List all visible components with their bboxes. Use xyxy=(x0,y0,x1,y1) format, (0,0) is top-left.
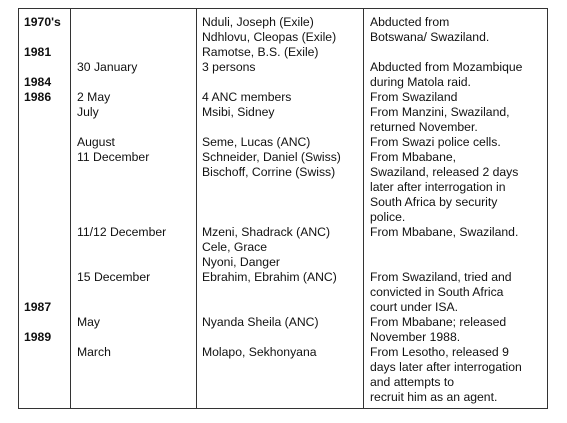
name-cell: 4 ANC members xyxy=(202,90,292,104)
name-cell: Seme, Lucas (ANC) xyxy=(202,135,311,149)
date-column xyxy=(71,9,196,408)
name-cell: Ramotse, B.S. (Exile) xyxy=(202,45,319,59)
abductions-table xyxy=(18,8,548,409)
name-column xyxy=(197,9,363,408)
note-line: From Mbabane, xyxy=(370,150,457,164)
name-cell: 3 persons xyxy=(202,60,256,74)
note-line: From Swaziland xyxy=(370,90,458,104)
name-cell: Nyanda Sheila (ANC) xyxy=(202,315,319,329)
note-column xyxy=(364,9,549,408)
note-line: From Manzini, Swaziland, xyxy=(370,105,510,119)
note-line: days later after interrogation xyxy=(370,360,522,374)
name-cell: Cele, Grace xyxy=(202,240,268,254)
date-cell: July xyxy=(77,105,99,119)
note-line: returned November. xyxy=(370,120,478,134)
note-line: From Swazi police cells. xyxy=(370,135,501,149)
name-cell: Ebrahim, Ebrahim (ANC) xyxy=(202,270,337,284)
note-line: court under ISA. xyxy=(370,300,459,314)
note-line: Botswana/ Swaziland. xyxy=(370,30,490,44)
name-cell: Nyoni, Danger xyxy=(202,255,280,269)
date-cell: 15 December xyxy=(77,270,151,284)
note-line: South Africa by security xyxy=(370,195,498,209)
note-line: From Swaziland, tried and xyxy=(370,270,512,284)
year-cell: 1989 xyxy=(24,330,52,344)
date-cell: 30 January xyxy=(77,60,138,74)
note-line: Abducted from Mozambique xyxy=(370,60,523,74)
date-cell: March xyxy=(77,345,111,359)
date-cell: August xyxy=(77,135,115,149)
year-cell: 1987 xyxy=(24,300,52,314)
note-line: during Matola raid. xyxy=(370,75,471,89)
date-cell: May xyxy=(77,315,101,329)
date-cell: 11 December xyxy=(77,150,150,164)
year-column xyxy=(19,9,70,408)
note-line: convicted in South Africa xyxy=(370,285,504,299)
name-cell: Msibi, Sidney xyxy=(202,105,275,119)
name-cell: Schneider, Daniel (Swiss) xyxy=(202,150,341,164)
note-line: later after interrogation in xyxy=(370,180,506,194)
note-line: recruit him as an agent. xyxy=(370,390,498,404)
note-line: From Lesotho, released 9 xyxy=(370,345,509,359)
name-cell: Mzeni, Shadrack (ANC) xyxy=(202,225,331,239)
date-cell: 2 May xyxy=(77,90,111,104)
year-cell: 1981 xyxy=(24,45,52,59)
date-cell: 11/12 December xyxy=(77,225,167,239)
name-cell: Nduli, Joseph (Exile) xyxy=(202,15,314,29)
note-line: November 1988. xyxy=(370,330,461,344)
note-line: police. xyxy=(370,210,406,224)
note-line: and attempts to xyxy=(370,375,455,389)
note-line: Swaziland, released 2 days xyxy=(370,165,519,179)
year-cell: 1970's xyxy=(24,15,61,29)
name-cell: Molapo, Sekhonyana xyxy=(202,345,317,359)
note-line: From Mbabane; released xyxy=(370,315,507,329)
name-cell: Ndhlovu, Cleopas (Exile) xyxy=(202,30,337,44)
note-line: From Mbabane, Swaziland. xyxy=(370,225,519,239)
year-cell: 1986 xyxy=(24,90,52,104)
note-line: Abducted from xyxy=(370,15,450,29)
name-cell: Bischoff, Corrine (Swiss) xyxy=(202,165,336,179)
year-cell: 1984 xyxy=(24,75,52,89)
